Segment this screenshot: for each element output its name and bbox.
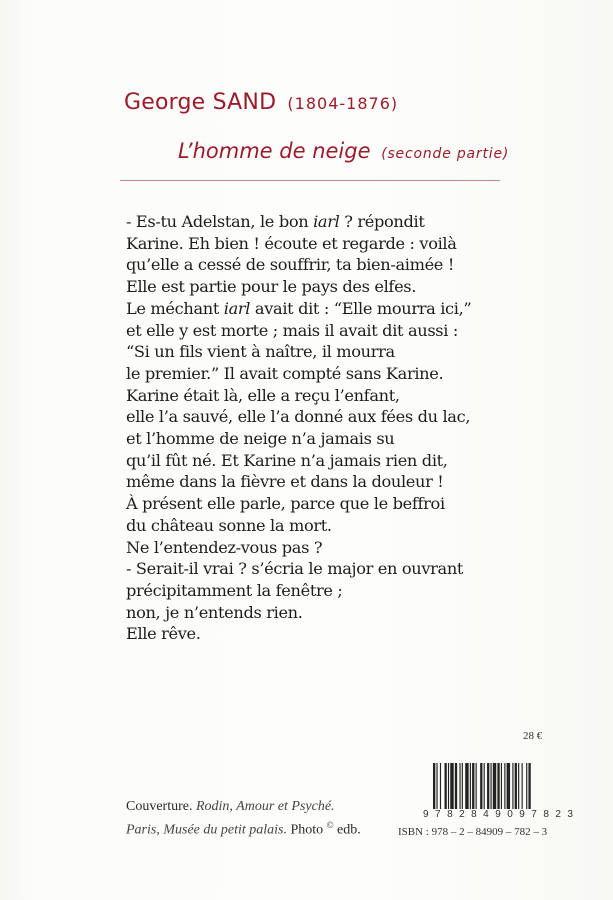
excerpt-segment: précipitamment la fenêtre ; <box>126 580 343 600</box>
excerpt-line <box>126 428 471 450</box>
excerpt-segment: “Si un fils vient à naître, il mourra <box>126 342 395 362</box>
excerpt-segment: À présent elle parle, parce que le beffroi <box>126 494 445 514</box>
excerpt-segment: Elle rêve. <box>126 624 201 644</box>
title-divider <box>120 180 500 181</box>
barcode-bar <box>470 763 471 809</box>
barcode-digit: 3 <box>567 809 573 820</box>
excerpt-segment: Le méchant <box>126 298 224 318</box>
isbn-label: ISBN : 978 – 2 – 84909 – 782 – 3 <box>398 826 548 838</box>
excerpt-line <box>126 254 471 276</box>
book-title <box>178 139 509 163</box>
barcode-bar <box>526 763 527 809</box>
credits-owner: edb. <box>333 822 361 838</box>
excerpt-line <box>126 385 471 407</box>
barcode-digit: 8 <box>447 809 453 820</box>
barcode <box>423 763 573 823</box>
excerpt-segment: même dans la fièvre et dans la douleur ! <box>126 472 444 492</box>
barcode-digit: 8 <box>471 809 477 820</box>
excerpt-segment: avait dit : “Elle mourra ici,” <box>250 298 472 318</box>
excerpt-segment: Karine était là, elle a reçu l’enfant, <box>126 385 400 405</box>
credits-museum: Paris, Musée du petit palais. <box>126 822 287 838</box>
barcode-bar <box>445 763 447 809</box>
excerpt-line <box>126 298 471 320</box>
excerpt-line <box>126 276 471 298</box>
barcode-bars <box>423 763 573 815</box>
barcode-digit: 2 <box>555 809 561 820</box>
barcode-bar <box>491 763 492 809</box>
barcode-bar <box>522 763 523 809</box>
excerpt-line <box>126 320 471 342</box>
title-text: L’homme de neige <box>178 139 371 163</box>
barcode-bar <box>450 763 453 809</box>
excerpt-segment: Ne l’entendez-vous pas ? <box>126 537 323 557</box>
barcode-digit: 8 <box>543 809 549 820</box>
barcode-bar <box>448 763 449 809</box>
excerpt-italic-word: iarl <box>313 212 340 231</box>
excerpt-segment: Karine. Eh bien ! écoute et regarde : voilà <box>126 233 457 253</box>
barcode-bar <box>504 763 505 809</box>
barcode-bar <box>455 763 457 809</box>
excerpt-line <box>126 341 471 363</box>
barcode-bar <box>462 763 463 809</box>
barcode-digit: 2 <box>459 809 465 820</box>
author-heading <box>124 90 398 115</box>
barcode-digits <box>423 809 573 820</box>
title-subtitle: (seconde partie) <box>381 146 510 162</box>
barcode-digit: 9 <box>495 809 501 820</box>
barcode-digit: 4 <box>483 809 489 820</box>
excerpt-segment: elle l’a sauvé, elle l’a donné aux fées du lac, <box>126 407 471 427</box>
excerpt-line <box>126 558 471 580</box>
barcode-bar <box>507 763 510 809</box>
barcode-bar <box>465 763 468 809</box>
barcode-bar <box>440 763 441 809</box>
excerpt-segment: et l’homme de neige n’a jamais su <box>126 429 395 449</box>
barcode-bar <box>433 763 435 809</box>
barcode-bar <box>472 763 474 809</box>
excerpt-line <box>126 471 471 493</box>
excerpt-line <box>126 450 471 472</box>
barcode-bar <box>484 763 485 809</box>
excerpt-line <box>126 363 471 385</box>
credits-photo: Photo <box>287 822 327 838</box>
barcode-bar <box>436 763 437 809</box>
barcode-bar <box>528 763 530 809</box>
barcode-digit: 7 <box>435 809 441 820</box>
barcode-bar <box>518 763 519 809</box>
barcode-bar <box>512 763 513 809</box>
excerpt-line <box>126 515 471 537</box>
barcode-digit: 0 <box>507 809 513 820</box>
barcode-bar <box>459 763 460 809</box>
barcode-bar <box>497 763 499 809</box>
barcode-bar <box>493 763 496 809</box>
copyright-icon: © <box>326 820 334 830</box>
barcode-bar <box>487 763 489 809</box>
barcode-digit: 9 <box>423 809 429 820</box>
excerpt-line <box>126 537 471 559</box>
credits-prefix: Couverture. <box>126 799 196 814</box>
excerpt-segment: non, je n’entends rien. <box>126 602 303 622</box>
cover-credits <box>126 797 361 840</box>
excerpt-line <box>126 602 471 624</box>
excerpt-segment: qu’elle a cessé de souffrir, ta bien-aimée ! <box>126 255 454 275</box>
barcode-digit: 7 <box>531 809 537 820</box>
barcode-bar <box>501 763 502 809</box>
author-name: George SAND <box>124 90 277 115</box>
barcode-bar <box>480 763 482 809</box>
excerpt-segment: Elle est partie pour le pays des elfes. <box>126 277 417 297</box>
excerpt-text <box>126 211 471 645</box>
excerpt-segment: qu’il fût né. Et Karine n’a jamais rien dit, <box>126 450 448 470</box>
excerpt-line <box>126 233 471 255</box>
excerpt-line <box>126 211 471 233</box>
excerpt-italic-word: iarl <box>223 298 251 318</box>
excerpt-segment: le premier.” Il avait compté sans Karine. <box>126 363 444 383</box>
credits-artwork: Rodin, Amour et Psyché. <box>195 799 335 814</box>
barcode-digit: 9 <box>519 809 525 820</box>
excerpt-segment: du château sonne la mort. <box>126 515 332 535</box>
excerpt-line <box>126 580 471 602</box>
excerpt-line <box>126 493 471 515</box>
excerpt-line <box>126 623 471 645</box>
excerpt-segment: et elle y est morte ; mais il avait dit aussi : <box>126 320 458 340</box>
barcode-bar <box>476 763 477 809</box>
credits-line-1 <box>126 797 361 816</box>
barcode-bar <box>515 763 517 809</box>
excerpt-segment: ? répondit <box>339 212 425 231</box>
author-dates: (1804-1876) <box>287 94 399 113</box>
excerpt-segment: - Es-tu Adelstan, le bon <box>126 212 314 231</box>
credits-line-2 <box>126 816 361 840</box>
price-label: 28 € <box>523 730 543 742</box>
excerpt-segment: - Serait-il vrai ? s’écria le major en ouvrant <box>126 559 464 579</box>
excerpt-line <box>126 406 471 428</box>
